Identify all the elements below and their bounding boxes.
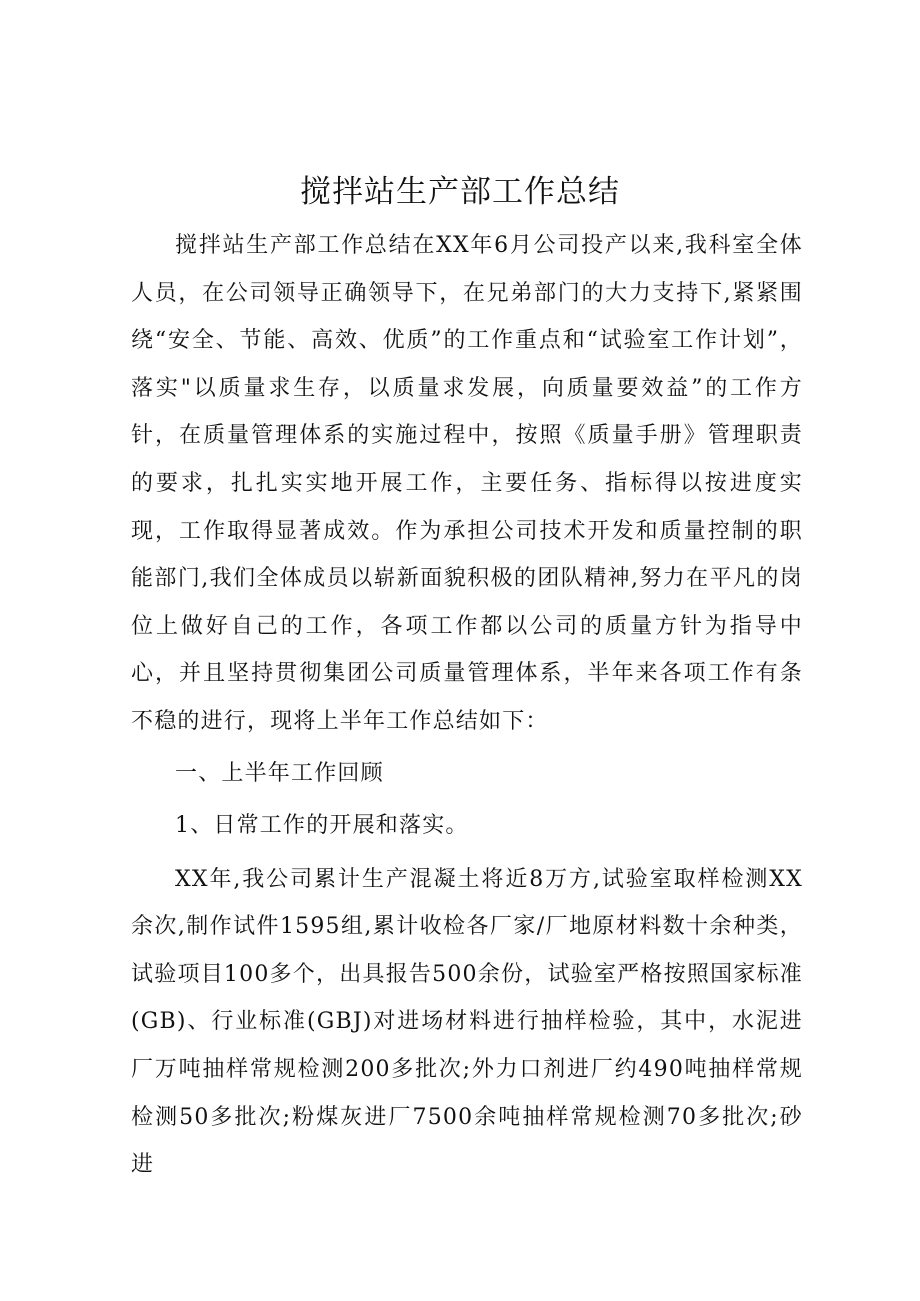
- intro-paragraph: 搅拌站生产部工作总结在XX年6月公司投产以来,我科室全体人员，在公司领导正确领导下，在兄弟部门的大力支持下,紧紧围绕“安全、节能、高效、优质”的工作重点和“试验室工作计划”，落实"以质量求生存，以质量求发展，向质量要效益”的工作方针，在质量管理体系的实施过程中，按照《质量手册》管理职责的要求，扎扎实实地开展工作，主要任务、指标得以按进度实现，工作取得显著成效。作为承担公司技术开发和质量控制的职能部门,我们全体成员以崭新面貌积极的团队精神,努力在平凡的岗位上做好自己的工作，各项工作都以公司的质量方针为指导中心，并且坚持贯彻集团公司质量管理体系，半年来各项工作有条不稳的进行，现将上半年工作总结如下：: [131, 233, 803, 734]
- section-heading-review: 一、上半年工作回顾: [175, 760, 384, 786]
- item-heading-daily-work: 1、日常工作的开展和落实。: [175, 812, 469, 838]
- document-title: 搅拌站生产部工作总结: [300, 174, 620, 210]
- daily-work-paragraph: XX年,我公司累计生产混凝土将近8万方,试验室取样检测XX余次,制作试件1595组,累计收检各厂家/厂地原材料数十余种类，试验项目100多个，出具报告500余份，试验室严格按照国家标准(GB)、行业标准(GBJ)对进场材料进行抽样检验，其中，水泥进厂万吨抽样常规检测200多批次;外力口剂进厂约490吨抽样常规检测50多批次;粉煤灰进厂7500余吨抽样常规检测70多批次;砂进: [131, 866, 803, 1178]
- document-body: [131, 222, 803, 1189]
